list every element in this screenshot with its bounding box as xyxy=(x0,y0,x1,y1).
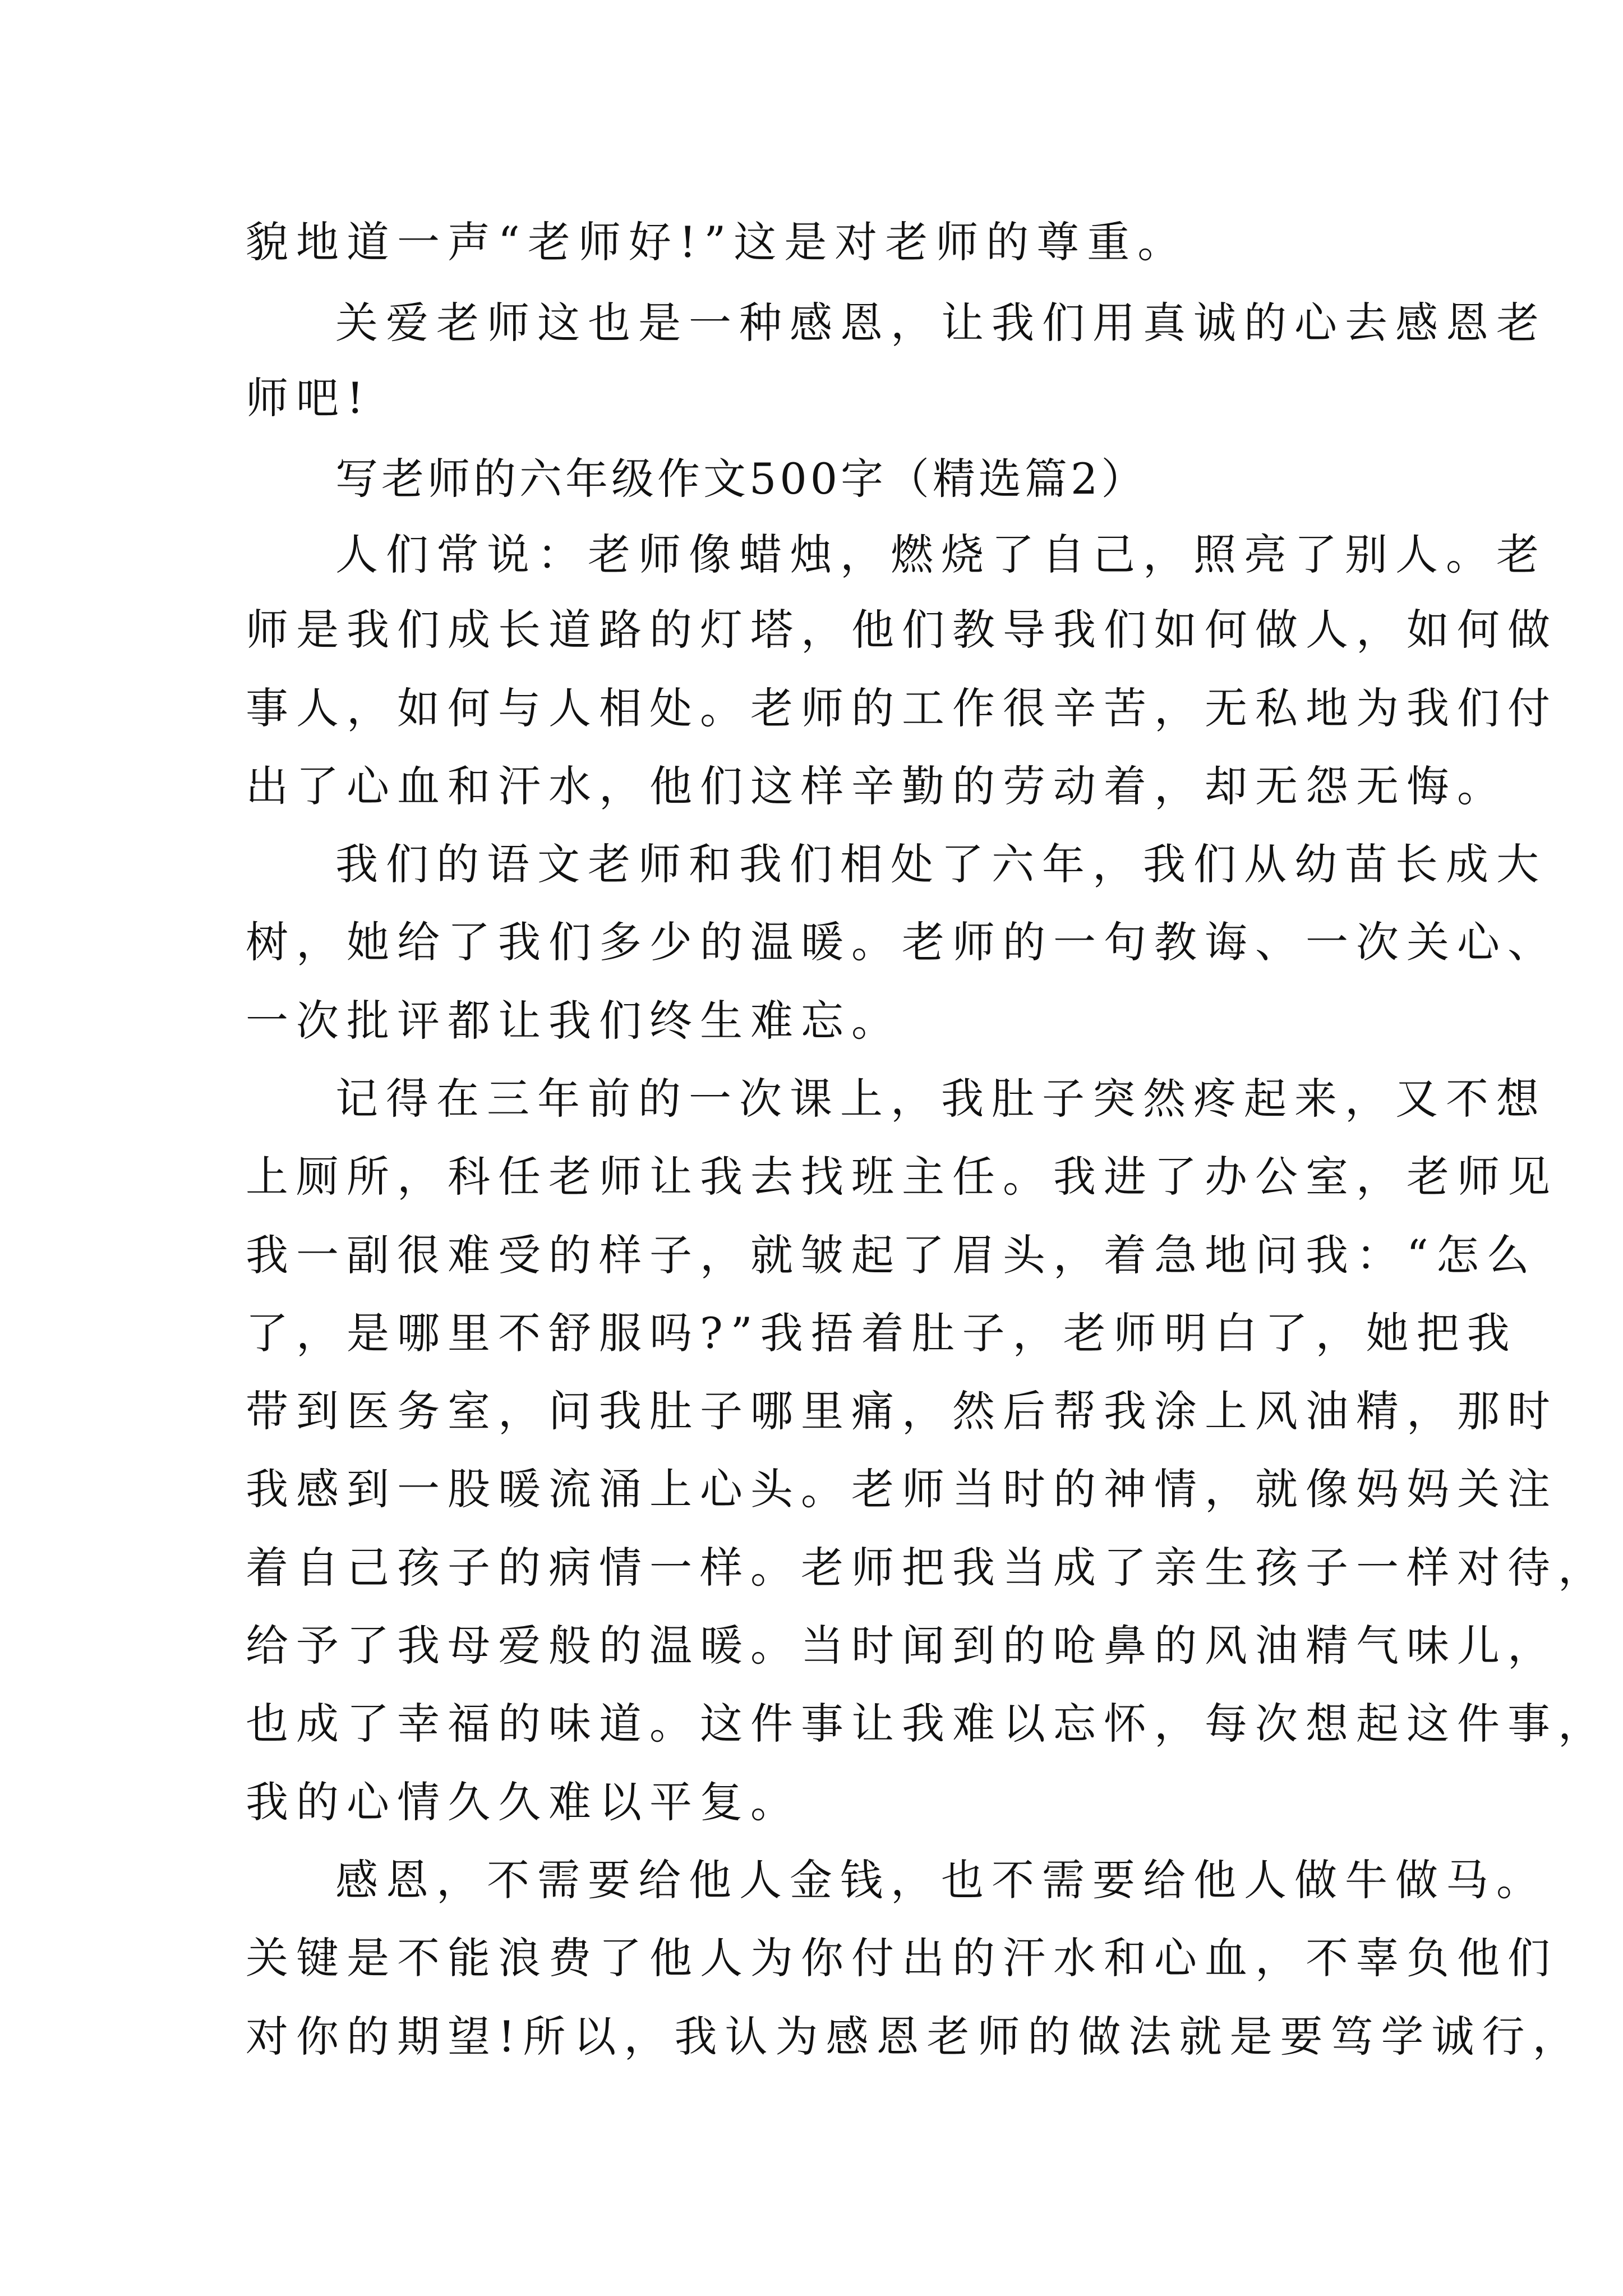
text-line: 带到医务室，问我肚子哪里痛，然后帮我涂上风油精，那时 xyxy=(246,1386,1558,1436)
text-line: 师是我们成长道路的灯塔，他们教导我们如何做人，如何做 xyxy=(246,605,1558,655)
text-line: 一次批评都让我们终生难忘。 xyxy=(246,996,902,1046)
text-line: 人们常说：老师像蜡烛，燃烧了自己，照亮了别人。老 xyxy=(335,530,1547,579)
text-line: 关爱老师这也是一种感恩，让我们用真诚的心去感恩老 xyxy=(335,298,1547,348)
text-line: 关键是不能浪费了他人为你付出的汗水和心血，不辜负他们 xyxy=(246,1933,1558,1983)
text-line: 貌地道一声“老师好!”这是对老师的尊重。 xyxy=(246,217,1188,267)
text-line: 我感到一股暖流涌上心头。老师当时的神情，就像妈妈关注 xyxy=(246,1464,1558,1514)
section-heading: 写老师的六年级作文500字（精选篇2） xyxy=(335,454,1147,504)
text-line: 事人，如何与人相处。老师的工作很辛苦，无私地为我们付 xyxy=(246,683,1558,733)
text-line: 记得在三年前的一次课上，我肚子突然疼起来，又不想 xyxy=(335,1074,1547,1124)
text-line: 师吧! xyxy=(246,373,372,423)
text-line: 我一副很难受的样子，就皱起了眉头，着急地问我：“怎么 xyxy=(246,1230,1537,1280)
text-line: 感恩，不需要给他人金钱，也不需要给他人做牛做马。 xyxy=(335,1855,1547,1905)
text-line: 出了心血和汗水，他们这样辛勤的劳动着，却无怨无悔。 xyxy=(246,761,1507,811)
text-line: 上厕所，科任老师让我去找班主任。我进了办公室，老师见 xyxy=(246,1152,1558,1202)
text-line: 着自己孩子的病情一样。老师把我当成了亲生孩子一样对待， xyxy=(246,1543,1608,1593)
text-line: 也成了幸福的味道。这件事让我难以忘怀，每次想起这件事， xyxy=(246,1699,1608,1749)
text-line: 对你的期望!所以，我认为感恩老师的做法就是要笃学诚行， xyxy=(246,2012,1583,2062)
text-line: 我的心情久久难以平复。 xyxy=(246,1777,801,1827)
text-line: 了，是哪里不舒服吗?”我捂着肚子，老师明白了，她把我 xyxy=(246,1308,1518,1358)
text-line: 树，她给了我们多少的温暖。老师的一句教诲、一次关心、 xyxy=(246,917,1558,967)
text-line: 我们的语文老师和我们相处了六年，我们从幼苗长成大 xyxy=(335,839,1547,889)
text-line: 给予了我母爱般的温暖。当时闻到的呛鼻的风油精气味儿， xyxy=(246,1621,1558,1671)
